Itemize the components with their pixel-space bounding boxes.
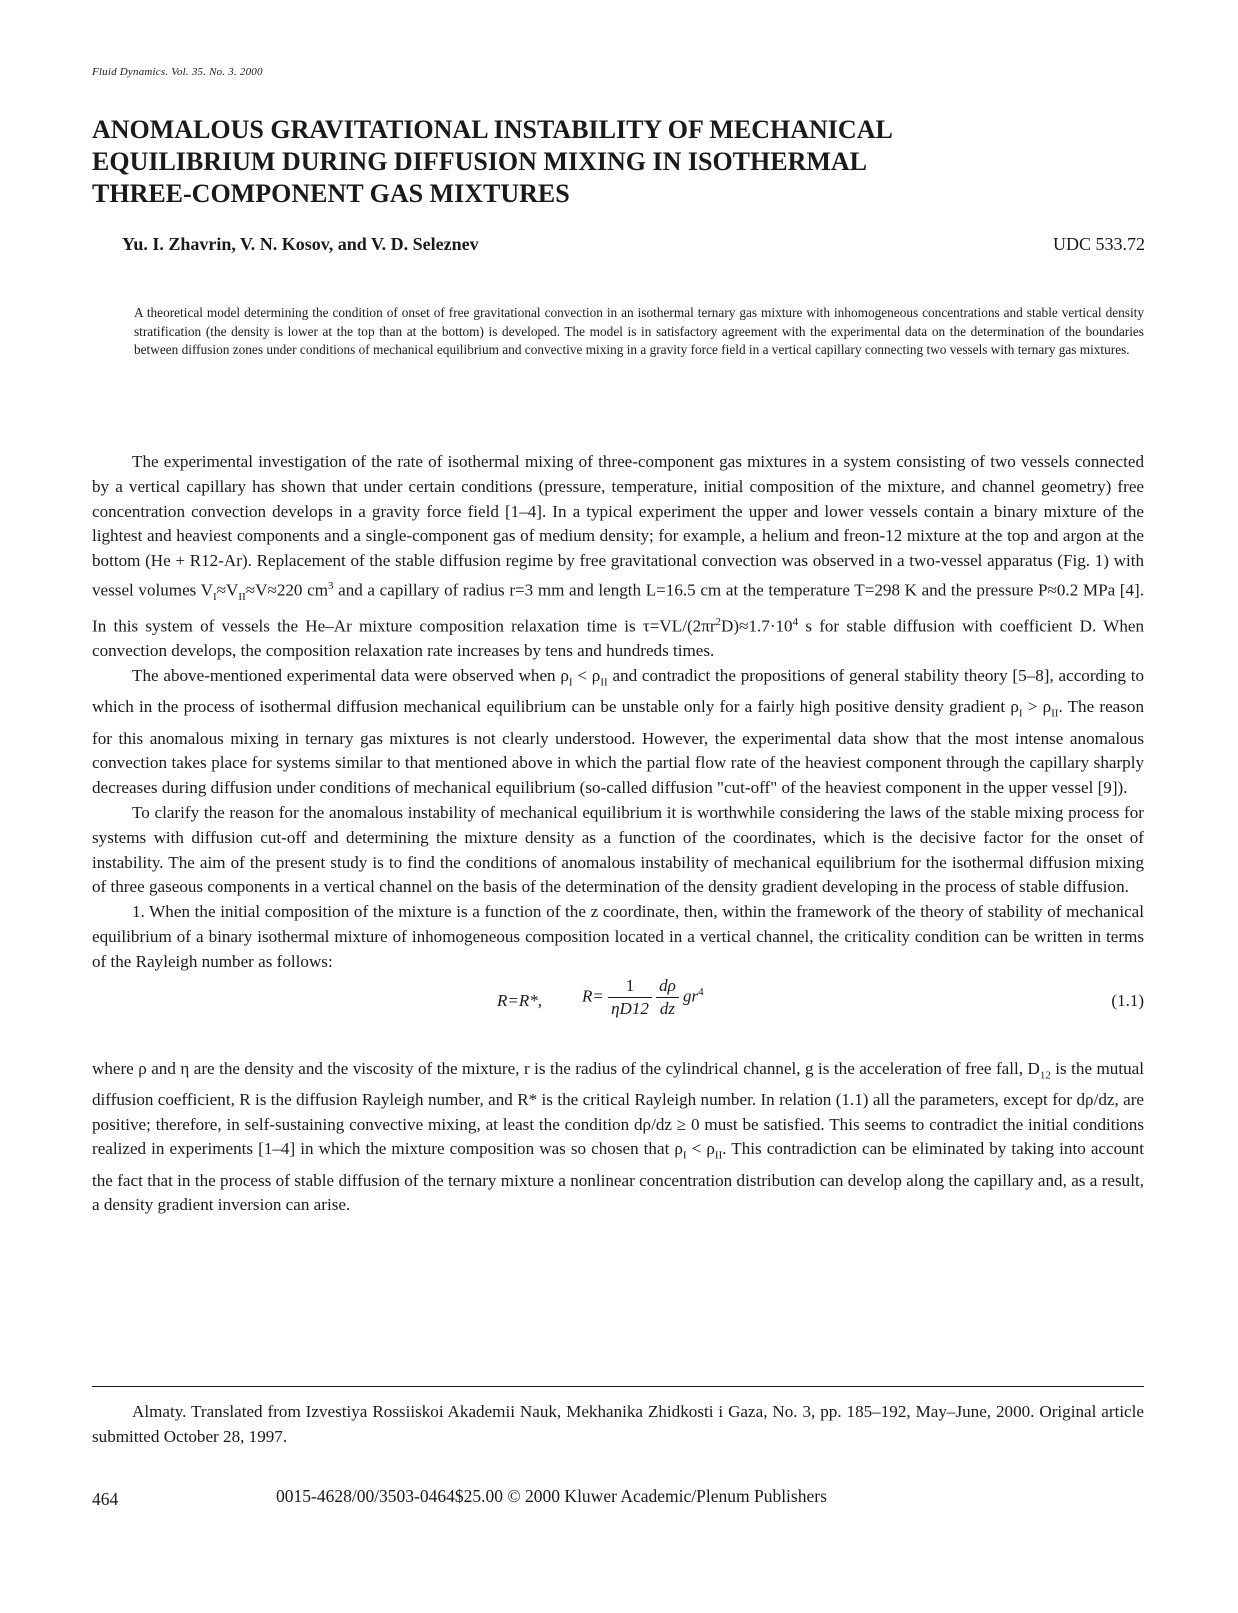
- paragraph-2: The above-mentioned experimental data were observed when $\rho_I < \rho_{II}$ and contradict the propositions of general stability theory [5–8], according to which in the process of isothermal diffusion mechanical equilibrium can be unstable only for a fairly high positive density gradient $\rho_I > \rho_{II}$. The reason for this anomalous mixing in ternary gas mixtures is not clearly understood. However, the experimental data show that the most intense anomalous convection takes place for systems similar to that mentioned above in which the partial flow rate of the heaviest component through the capillary sharply decreases during diffusion under conditions of mechanical equilibrium (so-called diffusion "cut-off" of the heaviest component in the upper vessel [9]).: [92, 666, 1144, 798]
- paragraph-4: 1. When the initial composition of the mixture is a function of the z coordinate, then, within the framework of the theory of stability of mechanical equilibrium of a binary isothermal mixture of inhomogeneous composition located in a vertical channel, the criticality condition can be written in terms of the Rayleigh number as follows:: [92, 902, 1144, 971]
- footnote: Almaty. Translated from Izvestiya Rossiiskoi Akademii Nauk, Mekhanika Zhidkosti i Gaza, No. 3, pp. 185–192, May–June, 2000. Original article submitted October 28, 1997.: [92, 1402, 1144, 1446]
- udc-code: UDC 533.72: [1052, 234, 1145, 254]
- equation-number: (1.1): [1111, 990, 1144, 1010]
- title-line-2: EQUILIBRIUM DURING DIFFUSION MIXING IN ISOTHERMAL: [92, 147, 868, 176]
- paragraph-5: where ρ and η are the density and the viscosity of the mixture, r is the radius of the cylindrical channel, g is the acceleration of free fall, $D_{12}$ is the mutual diffusion coefficient, R is the diffusion Rayleigh number, and R* is the critical Rayleigh number. In relation (1.1) all the parameters, except for dρ/dz, are positive; therefore, in self-sustaining convective mixing, at least the condition dρ/dz ≥ 0 must be satisfied. This seems to contradict the initial conditions realized in experiments [1–4] in which the mixture composition was so chosen that $\rho_I < \rho_{II}$. This contradiction can be eliminated by taking into account the fact that in the process of stable diffusion of the ternary mixture a nonlinear concentration distribution can develop along the capillary and, as a result, a density gradient inversion can arise.: [92, 1058, 1144, 1215]
- paragraph-3: To clarify the reason for the anomalous instability of mechanical equilibrium it is worthwhile considering the laws of the stable mixing process for systems with diffusion cut-off and determining the mixture density as a function of the coordinates, which is the decisive factor for the onset of instability. The aim of the present study is to find the conditions of anomalous instability of mechanical equilibrium for the isothermal diffusion mixing of three gaseous components in a vertical channel on the basis of the determination of the density gradient developing in the process of stable diffusion.: [92, 802, 1144, 897]
- equation-rayleigh: R= $\frac{1}{\eta D12}$ $\frac{d\rho}{dz}$ $gr^4$: [582, 975, 704, 1018]
- equation-1-1: [92, 975, 1144, 1057]
- title-line-3: THREE-COMPONENT GAS MIXTURES: [92, 179, 570, 208]
- article-body: [92, 450, 1144, 1218]
- title-line-1: ANOMALOUS GRAVITATIONAL INSTABILITY OF MECHANICAL: [92, 115, 893, 144]
- article-title: [92, 114, 1142, 210]
- page-number: 464: [92, 1489, 119, 1509]
- abstract: A theoretical model determining the condition of onset of free gravitational convection in an isothermal ternary gas mixture with inhomogeneous concentrations and stable vertical density stratification (the density is lower at the top than at the bottom) is developed. The model is in satisfactory agreement with the experimental data on the determination of the boundaries between diffusion zones under conditions of mechanical equilibrium and convective mixing in a gravity force field in a vertical capillary connecting two vessels with ternary gas mixtures.: [134, 305, 1144, 357]
- paragraph-1: The experimental investigation of the rate of isothermal mixing of three-component gas mixtures in a system consisting of two vessels connected by a vertical capillary has shown that under certain conditions (pressure, temperature, initial composition of the mixture, and channel geometry) free concentration convection develops in a gravity force field [1–4]. In a typical experiment the upper and lower vessels contain a binary mixture of the lightest and heaviest components and a single-component gas of medium density; for example, a helium and freon-12 mixture at the top and argon at the bottom (He + R12-Ar). Replacement of the stable diffusion regime by free gravitational convection was observed in a two-vessel apparatus (Fig. 1) with vessel volumes $V_I\approx V_{II}\approx V\approx 220$ $cm^3$ and a capillary of radius r=3 mm and length L=16.5 cm at the temperature T=298 K and the pressure P≈0.2 MPa [4]. In this system of vessels the He–Ar mixture composition relaxation time is $\tau=VL/(2\pi r^2D)\approx 1.7\cdot 10^4$ s for stable diffusion with coefficient D. When convection develops, the composition relaxation rate increases by tens and hundreds times.: [92, 452, 1145, 661]
- authors: Yu. I. Zhavrin, V. N. Kosov, and V. D. Seleznev: [122, 234, 479, 254]
- copyright-line: 0015-4628/00/3503-0464$25.00 © 2000 Kluwer Academic/Plenum Publishers: [276, 1486, 827, 1506]
- equation-lhs: R=R*,: [497, 990, 542, 1010]
- journal-header: Fluid Dynamics. Vol. 35. No. 3. 2000: [92, 66, 263, 78]
- footnote-divider: [92, 1386, 1144, 1387]
